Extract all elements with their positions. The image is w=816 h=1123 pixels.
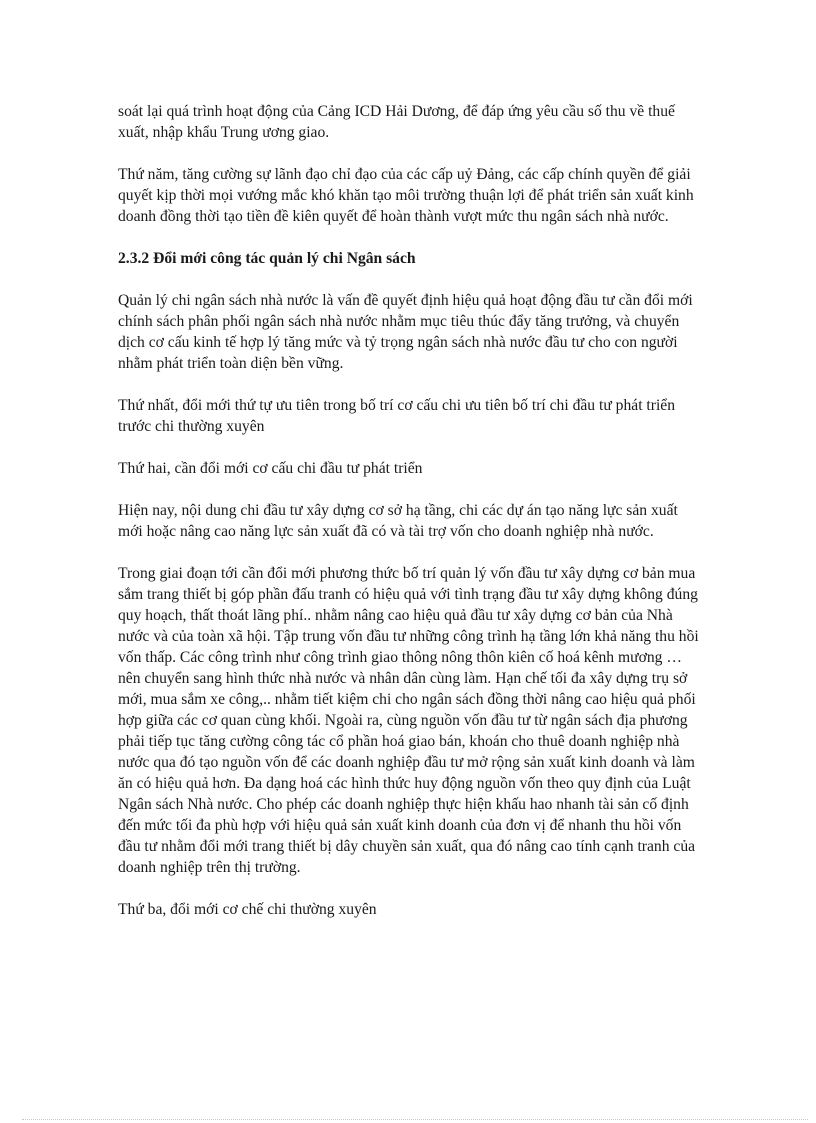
paragraph-thu-hai: Thứ hai, cần đổi mới cơ cấu chi đầu tư phát triển xyxy=(118,460,423,477)
paragraph-trong-giai-doan: Trong giai đoạn tới cần đổi mới phương thức bố trí quản lý vốn đầu tư xây dựng cơ bản mua sắm trang thiết bị góp phần đấu tranh có hiệu quả với tình trạng đầu tư xây dựng không đúng quy hoạch, thất thoát lãng phí.. nhằm nâng cao hiệu quả đầu tư xây dựng cơ bản của Nhà nước và của toàn xã hội. Tập trung vốn đầu tư những công trình hạ tầng lớn khả năng thu hồi vốn thấp. Các công trình như công trình giao thông nông thôn kiên cố hoá kênh mương …nên chuyển sang hình thức nhà nước và nhân dân cùng làm. Hạn chế tối đa xây dựng trụ sở mới, mua sắm xe công,.. nhằm tiết kiệm chi cho ngân sách đồng thời nâng cao hiệu quả phối hợp giữa các cơ quan cùng khối. Ngoài ra, cùng nguồn vốn đầu tư từ ngân sách địa phương phải tiếp tục tăng cường công tác cổ phần hoá giao bán, khoán cho thuê doanh nghiệp nhà nước qua đó tạo nguồn vốn để các doanh nghiệp đầu tư mở rộng sản xuất kinh doanh và làm ăn có hiệu quả hơn. Đa dạng hoá các hình thức huy động nguồn vốn theo quy định của Luật Ngân sách Nhà nước. Cho phép các doanh nghiệp thực hiện khấu hao nhanh tài sản cố định đến mức tối đa phù hợp với hiệu quả sản xuất kinh doanh của đơn vị để nhanh thu hồi vốn đầu tư nhằm đổi mới trang thiết bị dây chuyền sản xuất, qua đó nâng cao tính cạnh tranh của doanh nghiệp trên thị trường. xyxy=(118,565,699,876)
section-heading-2-3-2: 2.3.2 Đổi mới công tác quản lý chi Ngân sách xyxy=(118,250,416,267)
document-page xyxy=(118,101,700,941)
page-bottom-divider xyxy=(22,1119,808,1120)
paragraph-quan-ly-chi: Quản lý chi ngân sách nhà nước là vấn đề quyết định hiệu quả hoạt động đầu tư cần đổi mới chính sách phân phối ngân sách nhà nước nhằm mục tiêu thúc đẩy tăng trưởng, và chuyển dịch cơ cấu kinh tế hợp lý tăng mức và tỷ trọng ngân sách nhà nước đầu tư cho con người nhằm phát triển toàn diện bền vững. xyxy=(118,292,693,372)
paragraph-thu-nam: Thứ năm, tăng cường sự lãnh đạo chỉ đạo của các cấp uỷ Đảng, các cấp chính quyền để giải quyết kịp thời mọi vướng mắc khó khăn tạo môi trường thuận lợi để phát triển sản xuất kinh doanh đồng thời tạo tiền đề kiên quyết để hoàn thành vượt mức thu ngân sách nhà nước. xyxy=(118,166,694,225)
paragraph-hien-nay: Hiện nay, nội dung chi đầu tư xây dựng cơ sở hạ tầng, chi các dự án tạo năng lực sản xuất mới hoặc nâng cao năng lực sản xuất đã có và tài trợ vốn cho doanh nghiệp nhà nước. xyxy=(118,502,678,540)
paragraph-thu-nhat: Thứ nhất, đổi mới thứ tự ưu tiên trong bố trí cơ cấu chi ưu tiên bố trí chi đầu tư phát triển trước chi thường xuyên xyxy=(118,397,675,435)
paragraph-thu-ba: Thứ ba, đổi mới cơ chế chi thường xuyên xyxy=(118,901,377,918)
paragraph-cang-icd: soát lại quá trình hoạt động của Cảng ICD Hải Dương, để đáp ứng yêu cầu số thu về thuế xuất, nhập khẩu Trung ương giao. xyxy=(118,103,675,141)
